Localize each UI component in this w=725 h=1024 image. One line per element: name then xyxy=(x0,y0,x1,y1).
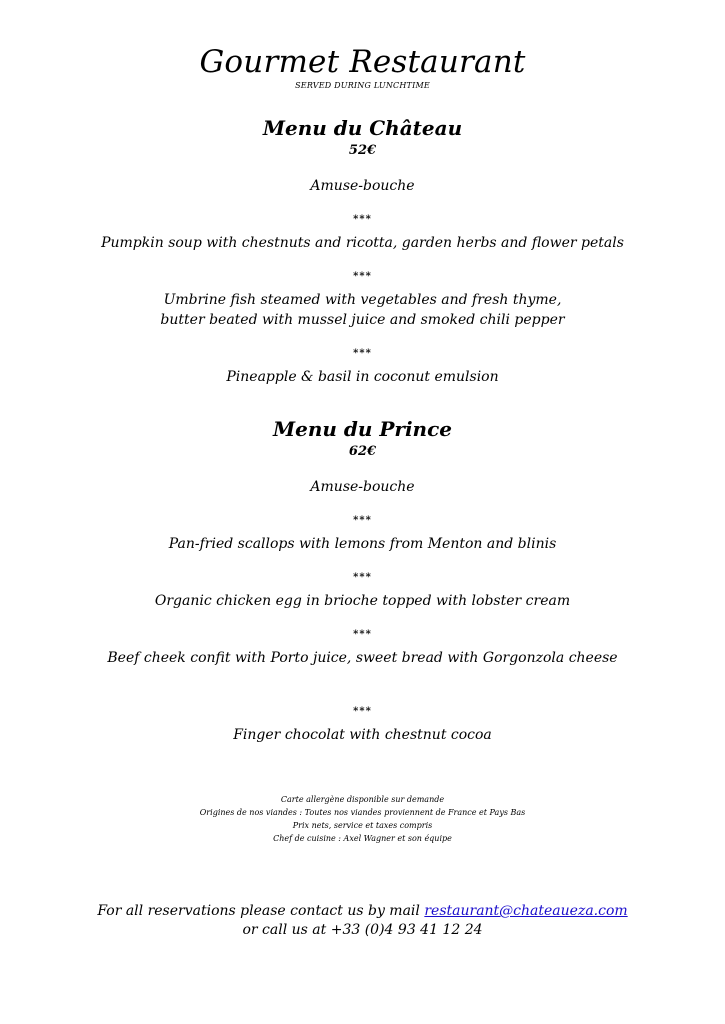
menu-price-prince: 62€ xyxy=(348,444,377,459)
restaurant-title: Gourmet Restaurant xyxy=(199,44,526,80)
course-separator: *** xyxy=(353,706,372,717)
course-item: Pumpkin soup with chestnuts and ricotta, garden herbs and flower petals xyxy=(101,235,624,251)
course-item: Amuse-bouche xyxy=(310,479,415,495)
course-item: butter beated with mussel juice and smoked chili pepper xyxy=(160,312,565,328)
menu-title-prince: Menu du Prince xyxy=(272,417,452,441)
course-item: Pineapple & basil in coconut emulsion xyxy=(226,369,499,385)
price-note: Prix nets, service et taxes compris xyxy=(292,821,433,830)
course-item: Umbrine fish steamed with vegetables and fresh thyme, xyxy=(163,292,562,308)
chef-note: Chef de cuisine : Axel Wagner et son équipe xyxy=(273,834,452,843)
course-separator: *** xyxy=(353,515,372,526)
course-item: Organic chicken egg in brioche topped with lobster cream xyxy=(154,593,571,609)
course-separator: *** xyxy=(353,629,372,640)
reservation-line xyxy=(0,904,725,918)
menu-price-chateau: 52€ xyxy=(348,143,377,158)
allergen-note: Carte allergène disponible sur demande xyxy=(280,795,445,804)
course-item: Amuse-bouche xyxy=(310,178,415,194)
course-separator: *** xyxy=(353,214,372,225)
course-item: Finger chocolat with chestnut cocoa xyxy=(233,727,492,743)
reservation-phone: or call us at +33 (0)4 93 41 12 24 xyxy=(242,922,483,938)
meat-origin-note: Origines de nos viandes : Toutes nos viandes proviennent de France et Pays Bas xyxy=(199,808,526,817)
course-separator: *** xyxy=(353,348,372,359)
course-item: Beef cheek confit with Porto juice, sweet bread with Gorgonzola cheese xyxy=(107,650,618,666)
course-separator: *** xyxy=(353,572,372,583)
reservation-email-link[interactable]: restaurant@chateaueza.com xyxy=(424,903,628,919)
reservation-text: For all reservations please contact us by mail xyxy=(97,903,425,919)
service-subtitle: SERVED DURING LUNCHTIME xyxy=(295,81,430,90)
course-separator: *** xyxy=(353,271,372,282)
menu-title-chateau: Menu du Château xyxy=(262,116,463,140)
course-item: Pan-fried scallops with lemons from Menton and blinis xyxy=(168,536,557,552)
